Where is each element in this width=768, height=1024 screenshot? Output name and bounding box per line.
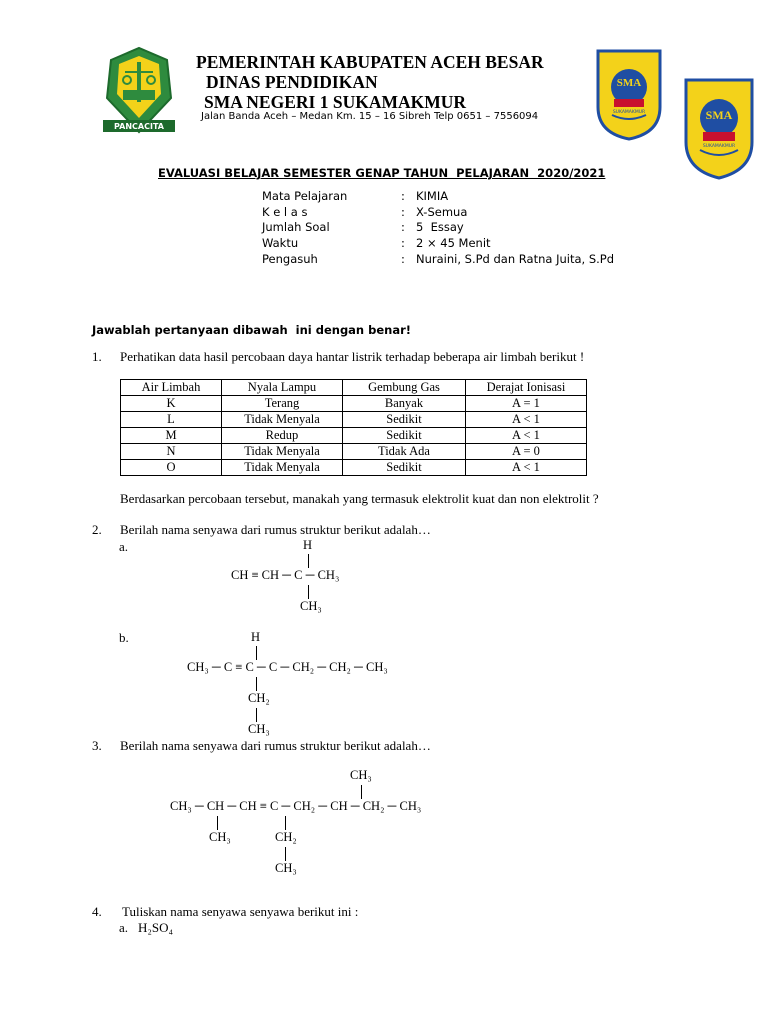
question-followup: Berdasarkan percobaan tersebut, manakah yang termasuk elektrolit kuat dan non elektrolit ? xyxy=(120,491,599,506)
table-header: Air Limbah xyxy=(121,380,222,396)
electrolyte-table xyxy=(120,379,587,476)
table-cell: M xyxy=(121,428,222,444)
bond-line xyxy=(256,646,257,660)
table-row xyxy=(121,444,587,460)
school-logo-1-subtext: SUKAMAKMUR xyxy=(612,110,646,115)
structure-main-chain: CH₃ ─ CH ─ CH ≡ C ─ CH₂ ─ CH ─ CH₂ ─ CH₃ xyxy=(170,799,422,813)
table-cell: Sedikit xyxy=(343,460,466,476)
table-header: Gembung Gas xyxy=(343,380,466,396)
bond-line xyxy=(285,816,286,830)
structure-atom: H xyxy=(251,630,261,644)
school-address: Jalan Banda Aceh – Medan Km. 15 – 16 Sibreh Telp 0651 – 7556094 xyxy=(201,111,539,122)
table-cell: L xyxy=(121,412,222,428)
bond-line xyxy=(308,554,309,568)
bond-line xyxy=(361,785,362,799)
table-cell: Tidak Ada xyxy=(343,444,466,460)
structure-atom: CH₃ xyxy=(350,768,372,782)
structure-atom: CH₃ xyxy=(248,722,270,736)
bond-line xyxy=(256,708,257,722)
info-value: KIMIA xyxy=(416,189,449,203)
question-text: Berilah nama senyawa dari rumus struktur berikut adalah… xyxy=(120,522,431,537)
table-row xyxy=(121,412,587,428)
table-cell: A = 1 xyxy=(466,396,587,412)
structure-main-chain: CH ≡ CH ─ C ─ CH₃ xyxy=(231,568,340,582)
school-logo-2-subtext: SUKAMAKMUR xyxy=(702,144,736,149)
info-label: Jumlah Soal xyxy=(262,220,330,234)
table-row xyxy=(121,428,587,444)
government-title: PEMERINTAH KABUPATEN ACEH BESAR xyxy=(196,52,544,72)
info-label: Pengasuh xyxy=(262,252,318,266)
table-cell: A < 1 xyxy=(466,412,587,428)
structure-atom: CH₃ xyxy=(300,599,322,613)
school-logo-2-text: SMA xyxy=(705,108,733,122)
table-row xyxy=(121,396,587,412)
chemical-formula: H₂SO₄ xyxy=(138,920,174,935)
table-cell: A < 1 xyxy=(466,428,587,444)
info-value: X-Semua xyxy=(416,205,468,219)
structure-atom: CH₂ xyxy=(275,830,297,844)
question-text: Perhatikan data hasil percobaan daya hantar listrik terhadap beberapa air limbah berikut ! xyxy=(120,349,585,364)
table-cell: Tidak Menyala xyxy=(222,444,343,460)
table-cell: K xyxy=(121,396,222,412)
info-value: 2 × 45 Menit xyxy=(416,236,491,250)
question-text: Tuliskan nama senyawa senyawa berikut ini : xyxy=(122,904,359,919)
bond-line xyxy=(285,847,286,861)
school-shield-icon xyxy=(684,78,754,180)
bond-line xyxy=(217,816,218,830)
table-cell: A = 0 xyxy=(466,444,587,460)
structure-atom: CH₂ xyxy=(248,691,270,705)
structure-main-chain: CH₃ ─ C ≡ C ─ C ─ CH₂ ─ CH₂ ─ CH₃ xyxy=(187,660,388,674)
table-cell: Tidak Menyala xyxy=(222,460,343,476)
info-colon: : xyxy=(401,220,405,234)
table-cell: Sedikit xyxy=(343,428,466,444)
structure-atom: H xyxy=(303,538,313,552)
bond-line xyxy=(256,677,257,691)
table-row xyxy=(121,460,587,476)
school-logo-1 xyxy=(596,49,662,141)
info-label: K e l a s xyxy=(262,205,308,219)
school-logo-1-text: SMA xyxy=(616,77,642,89)
table-cell: Sedikit xyxy=(343,412,466,428)
info-value: 5 Essay xyxy=(416,220,464,234)
table-cell: Tidak Menyala xyxy=(222,412,343,428)
instruction: Jawablah pertanyaan dibawah ini dengan benar! xyxy=(92,323,412,337)
question-number: 2. xyxy=(92,522,102,537)
table-cell: O xyxy=(121,460,222,476)
bond-line xyxy=(308,585,309,599)
subquestion-label: b. xyxy=(119,630,129,645)
table-cell: Banyak xyxy=(343,396,466,412)
table-cell: Terang xyxy=(222,396,343,412)
table-header: Derajat Ionisasi xyxy=(466,380,587,396)
department-title: DINAS PENDIDIKAN xyxy=(206,72,378,92)
structure-atom: CH₃ xyxy=(209,830,231,844)
info-colon: : xyxy=(401,205,405,219)
pancacita-label: PANCACITA xyxy=(114,122,164,131)
question-number: 3. xyxy=(92,738,102,753)
school-logo-2 xyxy=(684,78,754,180)
subquestion-label: a. xyxy=(119,539,129,554)
info-colon: : xyxy=(401,236,405,250)
school-shield-icon xyxy=(596,49,662,141)
info-colon: : xyxy=(401,252,405,266)
left-logo xyxy=(99,46,179,136)
table-cell: A < 1 xyxy=(466,460,587,476)
info-label: Waktu xyxy=(262,236,299,250)
table-header-row xyxy=(121,380,587,396)
subquestion-label: a. xyxy=(119,920,129,935)
structure-atom: CH₃ xyxy=(275,861,297,875)
question-text: Berilah nama senyawa dari rumus struktur berikut adalah… xyxy=(120,738,431,753)
info-value: Nuraini, S.Pd dan Ratna Juita, S.Pd xyxy=(416,252,615,266)
school-title: SMA NEGERI 1 SUKAMAKMUR xyxy=(204,92,467,112)
question-number: 1. xyxy=(92,349,102,364)
info-colon: : xyxy=(401,189,405,203)
table-header: Nyala Lampu xyxy=(222,380,343,396)
info-label: Mata Pelajaran xyxy=(262,189,348,203)
exam-title: EVALUASI BELAJAR SEMESTER GENAP TAHUN PELAJARAN 2020/2021 xyxy=(158,166,606,180)
table-cell: Redup xyxy=(222,428,343,444)
table-cell: N xyxy=(121,444,222,460)
question-number: 4. xyxy=(92,904,102,919)
